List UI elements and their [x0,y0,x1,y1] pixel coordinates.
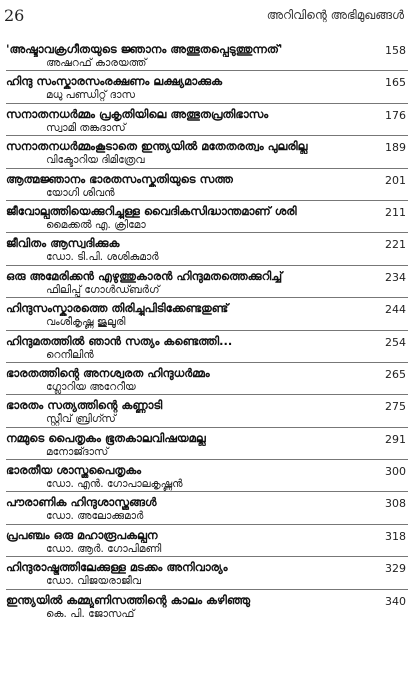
entry-author: സ്റ്റീവ് ബ്രിഗ്സ് [46,413,116,426]
entry-author: കെ. പി. ജോസഫ് [46,607,135,620]
entry-title: ജീവോല്പത്തിയെക്കുറിച്ചുള്ള വൈദികസിദ്ധാന്തമാണ് ശരി [6,203,297,218]
entry-page-number: 201 [385,173,406,187]
entry-title: നമ്മുടെ പൈതൃകം ഭൂതകാലവിഷയമല്ല [6,430,206,445]
entry-divider [6,330,408,331]
entry-page-number: 158 [385,44,406,57]
toc-entry [0,556,416,588]
entry-title: ഭാരതത്തിന്റെ അനശ്വരത ഹിന്ദുധർമ്മം [6,365,210,380]
table-of-contents [0,38,416,621]
toc-entry [0,589,416,621]
toc-entry [0,427,416,459]
entry-page-number: 265 [385,367,406,381]
entry-title: സനാതനധർമ്മംകൂടാതെ ഇന്ത്യയിൽ മതേതരത്വം പുലരില്ല [6,139,308,154]
toc-entry [0,70,416,102]
entry-page-number: 329 [385,562,406,576]
toc-entry [0,362,416,394]
entry-page-number: 189 [385,141,406,155]
entry-author: വിക്ടോറിയ ദിമിത്രേവ [46,154,145,167]
entry-page-number: 176 [385,108,406,122]
entry-page-number: 165 [385,76,406,90]
entry-author: റെനീലിൻ [46,348,94,361]
entry-page-number: 254 [385,335,406,349]
entry-page-number: 244 [385,303,406,317]
entry-divider [6,524,408,525]
entry-author: ഡോ. അലോക്കുമാർ [46,510,144,523]
entry-page-number: 318 [385,529,406,543]
entry-author: മനോജ്ദാസ് [46,445,109,458]
running-title: അറിവിന്റെ അഭിമുഖങ്ങൾ [266,8,404,22]
entry-author: അഷറഫ് കാരയത്ത് [46,57,147,69]
entry-page-number: 275 [385,400,406,414]
entry-divider [6,491,408,492]
entry-divider [6,362,408,363]
entry-author: സ്വാമി തങ്കദാസ് [46,121,126,134]
entry-title: പ്രപഞ്ചം ഒരു മഹാരൂപകല്പന [6,527,158,542]
entry-divider [6,459,408,460]
entry-title: സനാതനധർമ്മം പ്രകൃതിയിലെ അത്ഭുതപ്രതിഭാസം [6,106,269,121]
toc-entry [0,265,416,297]
entry-page-number: 340 [385,594,406,608]
entry-page-number: 291 [385,432,406,446]
entry-divider [6,265,408,266]
entry-page-number: 234 [385,270,406,284]
page-header [0,0,416,34]
toc-entry [0,524,416,556]
entry-author: വംശീകൃഷ്ണ ജുലൂരി [46,316,126,329]
entry-divider [6,556,408,557]
entry-author: ഡോ. എൻ. ഗോപാലകൃഷ്ണൻ [46,478,183,491]
toc-entry [0,168,416,200]
entry-divider [6,589,408,590]
entry-author: ഫിലിപ്പ് ഗോൾഡ്ബർഗ് [46,283,160,296]
toc-entry [0,200,416,232]
toc-entry [0,330,416,362]
toc-entry [0,491,416,523]
entry-author: ഡോ. ടി.പി. ശശികുമാർ [46,251,159,264]
entry-title: ഹിന്ദുരാഷ്ട്രത്തിലേക്കുള്ള മടക്കം അനിവാര്യം [6,560,228,575]
entry-page-number: 211 [385,205,406,219]
entry-title: ഭാരതീയ ശാസ്ത്രപൈതൃകം [6,463,142,478]
entry-divider [6,135,408,136]
entry-author: മധു പണ്ഡിറ്റ് ദാസ [46,89,135,102]
toc-entry [0,135,416,167]
toc-entry [0,38,416,70]
entry-author: ഡോ. ആർ. ഗോപിമണി [46,542,162,555]
entry-title: ഭാരതം സത്യത്തിന്റെ കണ്ണാടി [6,398,163,413]
entry-author: യോഗി ശിവൻ [46,186,115,199]
entry-title: ഹിന്ദുസംസ്കാരത്തെ തിരിച്ചുപിടിക്കേണ്ടതുണ്ട് [6,301,229,316]
entry-title: ഹിന്ദുമതത്തിൽ ഞാൻ സത്യം കണ്ടെത്തി... [6,333,233,348]
entry-divider [6,200,408,201]
toc-entry [0,297,416,329]
entry-divider [6,168,408,169]
toc-entry [0,459,416,491]
toc-entry [0,103,416,135]
entry-divider [6,232,408,233]
entry-author: മൈക്കൽ എ. ക്രിമോ [46,218,146,231]
entry-page-number: 221 [385,238,406,252]
entry-title: ആത്മജ്ഞാനം ഭാരതസംസ്കൃതിയുടെ സത്ത [6,171,233,186]
entry-divider [6,297,408,298]
entry-author: ഗ്ലോറിയ അറേറീയ [46,380,136,393]
entry-title: പൗരാണിക ഹിന്ദുശാസ്ത്രങ്ങൾ [6,495,157,510]
entry-divider [6,394,408,395]
page-number: 26 [4,6,25,25]
entry-title: ജീവിതം ആസ്വദിക്കുക [6,236,120,251]
entry-page-number: 300 [385,465,406,479]
toc-entry [0,232,416,264]
entry-title: ഇന്ത്യയിൽ കമ്മ്യൂണിസത്തിന്റെ കാലം കഴിഞ്ഞു [6,592,251,607]
entry-title: ഹിന്ദു സംസ്കാരസംരക്ഷണം ലക്ഷ്യമാക്കുക [6,74,223,89]
toc-entry [0,394,416,426]
entry-divider [6,427,408,428]
entry-title: ഒരു അമേരിക്കൻ എഴുത്തുകാരൻ ഹിന്ദുമതത്തെക്കുറിച്ച് [6,268,283,283]
entry-title: 'അഷ്ടാവക്രഗീതയുടെ ജ്ഞാനം അത്ഭുതപ്പെടുത്തുന്നത്' [6,42,283,56]
entry-page-number: 308 [385,497,406,511]
entry-divider [6,70,408,71]
entry-author: ഡോ. വിജയരാജീവ [46,575,141,588]
entry-divider [6,103,408,104]
